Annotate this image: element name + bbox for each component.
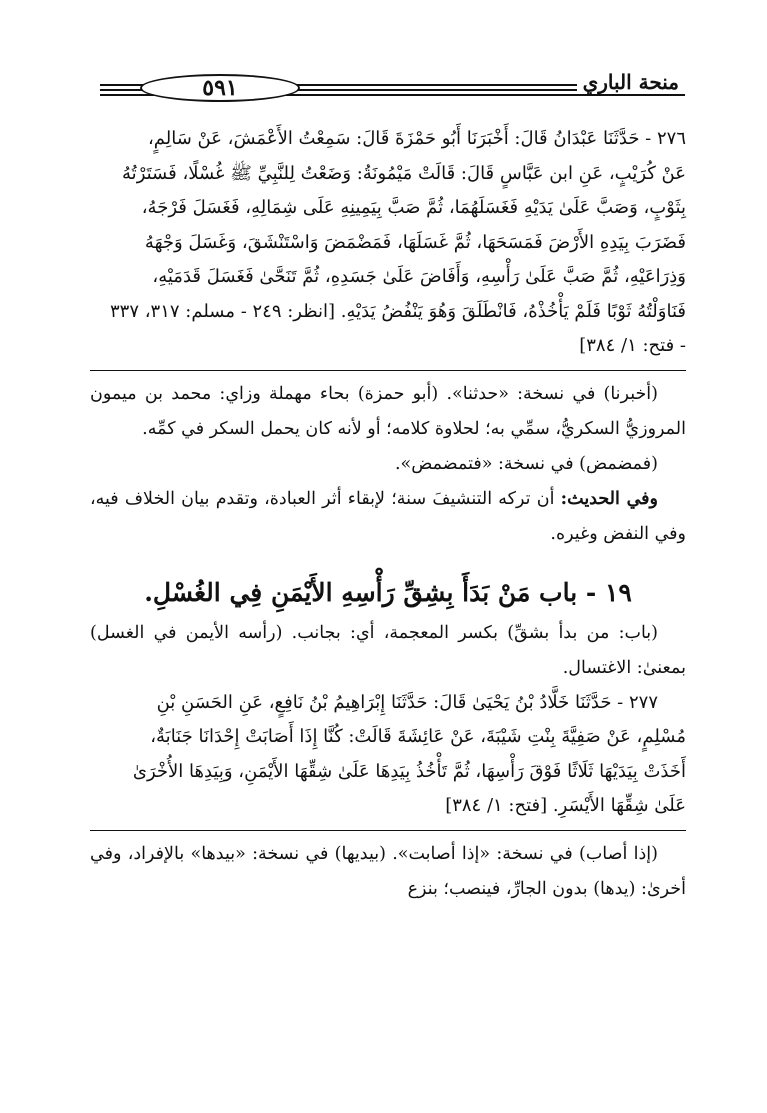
hadith-277 xyxy=(90,686,686,824)
chapter-commentary: (باب: من بدأ بشقِّ) بكسر المعجمة، أي: بجانب. (رأسه الأيمن في الغسل) بمعنىٰ: الاغتسال. xyxy=(90,622,686,678)
hadith-277-line-2: مُسْلِمٍ، عَنْ صَفِيَّةَ بِنْتِ شَيْبَةَ، عَنْ عَائِشَةَ قَالَتْ: كُنَّا إِذَا أَصَابَتْ إِحْدَانَا جَنَابَةٌ، xyxy=(150,726,686,747)
hadith-277-line-1: ٢٧٧ - حَدَّثَنَا خَلَّادُ بْنُ يَحْيَىٰ قَالَ: حَدَّثَنَا إِبْرَاهِيمُ بْنُ نَافِعٍ، عَنِ الحَسَنِ بْنِ xyxy=(156,691,658,713)
book-title: منحة الباري xyxy=(577,70,685,94)
page-number: ٥٩١ xyxy=(140,74,300,102)
hadith-277-line-3: أَخَذَتْ بِيَدَيْهَا ثَلَاثًا فَوْقَ رَأْسِهَا، ثُمَّ تَأْخُذُ بِيَدِهَا عَلَىٰ شِقِّهَا الأَيْمَنِ، وَبِيَدِهَا الأُخْرَىٰ xyxy=(132,760,686,782)
hadith-276-line-5: وَذِرَاعَيْهِ، ثُمَّ صَبَّ عَلَىٰ رَأْسِهِ، وَأَفَاضَ عَلَىٰ جَسَدِهِ، ثُمَّ تَنَحَّىٰ فَغَسَلَ قَدَمَيْهِ، xyxy=(152,266,686,287)
section-divider xyxy=(90,830,686,831)
page-body xyxy=(90,122,686,907)
hadith-276-line-1: ٢٧٦ - حَدَّثَنَا عَبْدَانُ قَالَ: أَخْبَرَنَا أَبُو حَمْزَةَ قَالَ: سَمِعْتُ الأَعْمَشَ، عَنْ سَالِمٍ، xyxy=(147,128,686,149)
page-header xyxy=(100,68,685,108)
chapter-heading: ١٩ - باب مَنْ بَدَأَ بِشِقِّ رَأْسِهِ الأَيْمَنِ فِي الغُسْلِ. xyxy=(144,577,632,607)
hadith-276-line-7: - فتح: ١/ ٣٨٤] xyxy=(579,335,686,356)
hadith-276-line-6: فَنَاوَلْتُهُ ثَوْبًا فَلَمْ يَأْخُذْهُ، فَانْطَلَقَ وَهُوَ يَنْفُضُ يَدَيْهِ. [انظر: ٢٤٩ - مسلم: ٣١٧، ٣٣٧ xyxy=(109,300,686,322)
commentary-paragraph: (أخبرنا) في نسخة: «حدثنا». (أبو حمزة) بحاء مهملة وزاي: محمد بن ميمون المروزيُّ السكريُّ، سمِّي به؛ لحلاوة كلامه؛ أو لأنه كان يحمل السكر في كمِّه. xyxy=(90,383,686,439)
hadith-276-line-4: فَضَرَبَ بِيَدِهِ الأَرْضَ فَمَسَحَهَا، ثُمَّ غَسَلَهَا، فَمَضْمَضَ وَاسْتَنْشَقَ، وَغَسَلَ وَجْهَهُ xyxy=(144,231,686,253)
commentary-paragraph: (إذا أصاب) في نسخة: «إذا أصابت». (بيديها) في نسخة: «بيدها» بالإفراد، وفي أخرىٰ: (يدها) بدون الجارِّ، فينصب؛ بنزع xyxy=(90,843,686,899)
hadith-lessons-label: وفي الحديث: xyxy=(560,488,659,509)
hadith-276-line-3: بِثَوْبٍ، وَصَبَّ عَلَىٰ يَدَيْهِ فَغَسَلَهُمَا، ثُمَّ صَبَّ بِيَمِينِهِ عَلَى شِمَالِهِ، فَغَسَلَ فَرْجَهُ، xyxy=(141,197,686,218)
hadith-lessons-text: أن تركه التنشيفَ سنة؛ لإبقاء أثر العبادة، وتقدم بيان الخلاف فيه، وفي النفض وغيره. xyxy=(90,488,686,544)
hadith-277-line-4: عَلَىٰ شِقِّهَا الأَيْسَرِ. [فتح: ١/ ٣٨٤] xyxy=(445,795,686,816)
commentary-paragraph: (فمضمض) في نسخة: «فتمضمض». xyxy=(394,453,658,474)
section-divider xyxy=(90,370,686,371)
hadith-276-line-2: عَنْ كُرَيْبٍ، عَنِ ابن عَبَّاسٍ قَالَ: قَالَتْ مَيْمُونَةُ: وَضَعْتُ لِلنَّبِيِّ ﷺ غُسْلًا، فَسَتَرْتُهُ xyxy=(122,162,686,184)
hadith-lessons-paragraph xyxy=(90,482,686,552)
hadith-276 xyxy=(90,122,686,364)
